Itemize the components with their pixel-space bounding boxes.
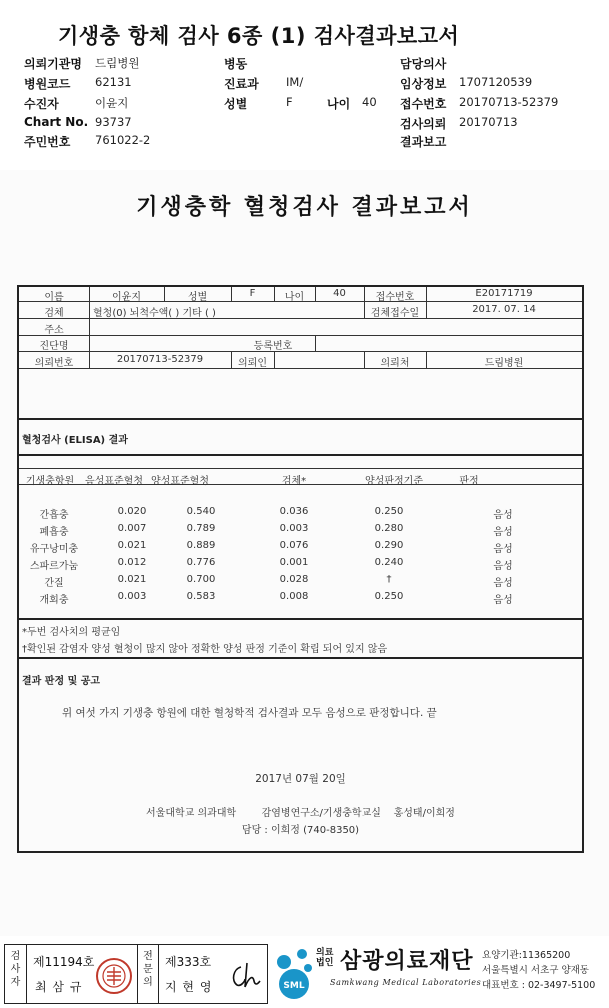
report-contact: 담당 : 이희정 (740-8350): [241, 825, 360, 836]
org-phone: 대표번호 : 02-3497-5100: [482, 980, 596, 991]
age-label: 나이: [327, 97, 351, 111]
row-result: 음성: [493, 510, 513, 521]
header-row-1: [0, 55, 609, 71]
report-label: 결과보고: [400, 135, 447, 149]
row-positive: 0.776: [186, 557, 216, 568]
signature-icon: [227, 959, 263, 993]
specialist-number: 제333호: [165, 955, 212, 969]
inspector-name: 최 삼 규: [35, 980, 83, 994]
table-row: [19, 589, 582, 606]
facility-code: 요양기관:11365200: [482, 950, 571, 961]
name-value: 이윤지: [112, 292, 141, 303]
org-small-label: 의료 법인: [316, 948, 334, 968]
row-result: 음성: [493, 527, 513, 538]
accession-label: 접수번호: [400, 97, 447, 111]
accession-value-cell: E20171719: [475, 288, 533, 299]
conclusion-title: 결과 판정 및 공고: [22, 676, 101, 687]
row-negative: 0.020: [117, 506, 147, 517]
request-value: 20170713: [459, 115, 518, 129]
row-negative: 0.021: [117, 574, 147, 585]
row-result: 음성: [493, 561, 513, 572]
row-antigen: 유구낭미충: [29, 544, 79, 555]
requested-from-label: 의뢰처: [380, 358, 410, 369]
row-positive: 0.789: [186, 523, 216, 534]
row-specimen: 0.028: [279, 574, 309, 585]
row-specimen: 0.036: [279, 506, 309, 517]
row-negative: 0.021: [117, 540, 147, 551]
clinical-value: 1707120539: [459, 75, 533, 89]
row-positive: 0.540: [186, 506, 216, 517]
code-value: 62131: [95, 75, 132, 89]
row-cutoff: 0.250: [374, 506, 404, 517]
id-label: 주민번호: [24, 135, 71, 149]
note-dagger: †확인된 감염자 양성 혈청이 많지 않아 정확한 양성 판정 기준이 확립 되어 있지 않음: [22, 644, 388, 655]
row-negative: 0.012: [117, 557, 147, 568]
requester-label: 의뢰인: [238, 358, 267, 369]
hospital-label: 의뢰기관명: [24, 57, 82, 71]
request-no-value: 20170713-52379: [116, 354, 204, 365]
row-negative: 0.003: [117, 591, 147, 602]
row-specimen: 0.001: [279, 557, 309, 568]
accession-label-cell: 접수번호: [375, 292, 415, 303]
table-row: [19, 538, 582, 555]
request-no-label: 의뢰번호: [34, 358, 74, 369]
specialist-label: 전문의: [137, 945, 159, 1003]
row-cutoff: 0.280: [374, 523, 404, 534]
sex-value-cell: F: [249, 288, 256, 299]
table-row: [19, 521, 582, 538]
chart-value: 93737: [95, 115, 132, 129]
row-positive: 0.700: [186, 574, 216, 585]
clinical-label: 임상정보: [400, 77, 447, 91]
id-value: 761022-2: [95, 133, 151, 147]
hospital-value: 드림병원: [95, 56, 140, 70]
seal-stamp-icon: [95, 957, 133, 995]
report-header: [0, 0, 609, 170]
sml-logo-icon: [272, 944, 316, 1000]
specimen-label: 검체: [44, 308, 64, 319]
requested-from-value: 드림병원: [484, 358, 524, 369]
received-value: 2017. 07. 14: [472, 304, 536, 315]
row-cutoff: 0.240: [374, 557, 404, 568]
received-label: 검체접수일: [370, 308, 420, 319]
registration-label: 등록번호: [253, 341, 293, 352]
org-english-name: Samkwang Medical Laboratories: [330, 978, 482, 987]
col-specimen: 검체*: [281, 476, 307, 487]
col-cutoff: 양성판정기준: [365, 476, 423, 487]
note-average: *두번 검사치의 평균임: [22, 627, 121, 638]
ward-label: 병동: [224, 57, 248, 71]
accession-value: 20170713-52379: [459, 95, 559, 109]
dept-label: 진료과: [224, 77, 259, 91]
org-name: 삼광의료재단: [340, 949, 474, 974]
sex-value: F: [286, 95, 293, 109]
age-label-cell: 나이: [284, 292, 305, 303]
header-row-2: [0, 75, 609, 91]
row-positive: 0.583: [186, 591, 216, 602]
row-antigen: 개회충: [39, 595, 69, 606]
request-label: 검사의뢰: [400, 117, 447, 131]
report-paper: [0, 170, 609, 936]
dept-value: IM/: [286, 75, 304, 89]
scanned-report: [0, 170, 609, 936]
age-value: 40: [362, 95, 377, 109]
row-result: 음성: [493, 578, 513, 589]
table-row: [19, 504, 582, 521]
table-row: [19, 555, 582, 572]
col-result: 판정: [459, 476, 479, 487]
inspector-label: 검사자: [5, 945, 27, 1003]
specialist-name: 지 현 영: [165, 980, 213, 994]
code-label: 병원코드: [24, 77, 71, 91]
report-date: 2017년 07월 20일: [255, 773, 346, 785]
header-row-5: [0, 133, 609, 149]
row-specimen: 0.008: [279, 591, 309, 602]
inspector-number: 제11194호: [33, 955, 95, 969]
report-title: 기생충학 혈청검사 결과보고서: [136, 194, 473, 220]
specimen-value: 혈청(0) 뇌척수액( ) 기타 ( ): [93, 308, 216, 319]
row-cutoff: 0.290: [374, 540, 404, 551]
row-cutoff: 0.250: [374, 591, 404, 602]
row-negative: 0.007: [117, 523, 147, 534]
table-row: [19, 572, 582, 589]
row-cutoff: †: [386, 574, 392, 585]
row-specimen: 0.003: [279, 523, 309, 534]
row-antigen: 간질: [44, 578, 64, 589]
signature-box: [4, 944, 268, 1004]
row-specimen: 0.076: [279, 540, 309, 551]
diagnosis-label: 진단명: [39, 341, 69, 352]
report-institution: 서울대학교 의과대학 감염병연구소/기생충학교실 홍성태/이희정: [146, 808, 455, 819]
sex-label-cell: 성별: [187, 292, 208, 303]
receiver-label: 수진자: [24, 97, 59, 111]
chart-label: Chart No.: [24, 115, 89, 129]
doctor-label: 담당의사: [400, 57, 447, 71]
header-row-4: [0, 115, 609, 131]
conclusion-text: 위 여섯 가지 기생충 항원에 대한 혈청학적 검사결과 모두 음성으로 판정합니다. 끝: [62, 707, 437, 719]
row-positive: 0.889: [186, 540, 216, 551]
row-antigen: 간흡충: [39, 510, 69, 521]
org-address: 서울특별시 서초구 양재동: [482, 965, 589, 976]
col-positive: 양성표준혈청: [151, 476, 209, 487]
document-title: 기생충 항체 검사 6종 (1) 검사결과보고서: [58, 24, 460, 48]
sex-label: 성별: [224, 97, 248, 111]
row-antigen: 폐흡충: [39, 527, 69, 538]
row-result: 음성: [493, 595, 513, 606]
elisa-section-title: 혈청검사 (ELISA) 결과: [22, 435, 128, 446]
col-antigen: 기생충항원: [25, 476, 75, 487]
receiver-value: 이윤지: [95, 96, 129, 110]
report-frame: [17, 285, 584, 853]
col-negative: 음성표준혈청: [85, 476, 143, 487]
row-antigen: 스파르가눔: [29, 561, 79, 572]
age-value-cell: 40: [333, 288, 346, 299]
sml-badge-text: SML: [283, 981, 305, 991]
header-row-3: [0, 95, 609, 111]
name-label: 이름: [44, 292, 64, 303]
row-result: 음성: [493, 544, 513, 555]
address-label: 주소: [44, 325, 64, 336]
